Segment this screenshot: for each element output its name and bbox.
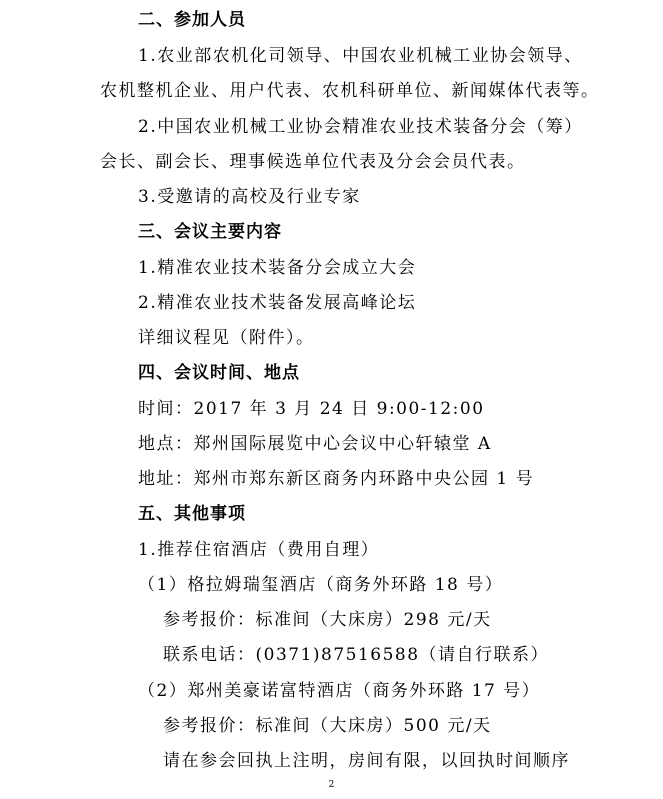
hotel-1-price: 参考报价：标准间（大床房）298 元/天 [163,610,492,630]
section-5-item-1: 1.推荐住宿酒店（费用自理） [138,540,380,560]
section-4-address: 地址：郑州市郑东新区商务内环路中央公园 1 号 [138,469,535,489]
section-2-item-1-line-1: 1.农业部农机化司领导、中国农业机械工业协会领导、 [138,46,583,66]
section-4-venue: 地点：郑州国际展览中心会议中心轩辕堂 A [138,434,492,454]
section-2-item-2-line-1: 2.中国农业机械工业协会精准农业技术装备分会（筹） [138,117,583,137]
section-3-heading: 三、会议主要内容 [138,222,282,242]
hotel-1-phone: 联系电话：(0371)87516588（请自行联系） [163,645,550,665]
section-3-item-1: 1.精准农业技术装备分会成立大会 [138,258,417,278]
section-2-item-2-line-2: 会长、副会长、理事候选单位代表及分会会员代表。 [100,152,526,172]
section-3-item-2: 2.精准农业技术装备发展高峰论坛 [138,293,417,313]
hotel-1-name: （1）格拉姆瑞玺酒店（商务外环路 18 号） [138,575,504,595]
section-5-heading: 五、其他事项 [138,504,246,524]
section-2-item-1-line-2: 农机整机企业、用户代表、农机科研单位、新闻媒体代表等。 [100,81,600,101]
hotel-2-name: （2）郑州美豪诺富特酒店（商务外环路 17 号） [138,681,541,701]
section-4-heading: 四、会议时间、地点 [138,363,300,383]
section-2-item-3: 3.受邀请的高校及行业专家 [138,187,361,207]
hotel-2-price: 参考报价：标准间（大床房）500 元/天 [163,716,492,736]
section-4-time: 时间：2017 年 3 月 24 日 9:00-12:00 [138,399,485,419]
page-number: 2 [328,780,335,790]
section-3-note: 详细议程见（附件）。 [138,328,315,348]
section-5-note: 请在参会回执上注明，房间有限，以回执时间顺序 [163,751,570,771]
section-2-heading: 二、参加人员 [138,10,246,30]
